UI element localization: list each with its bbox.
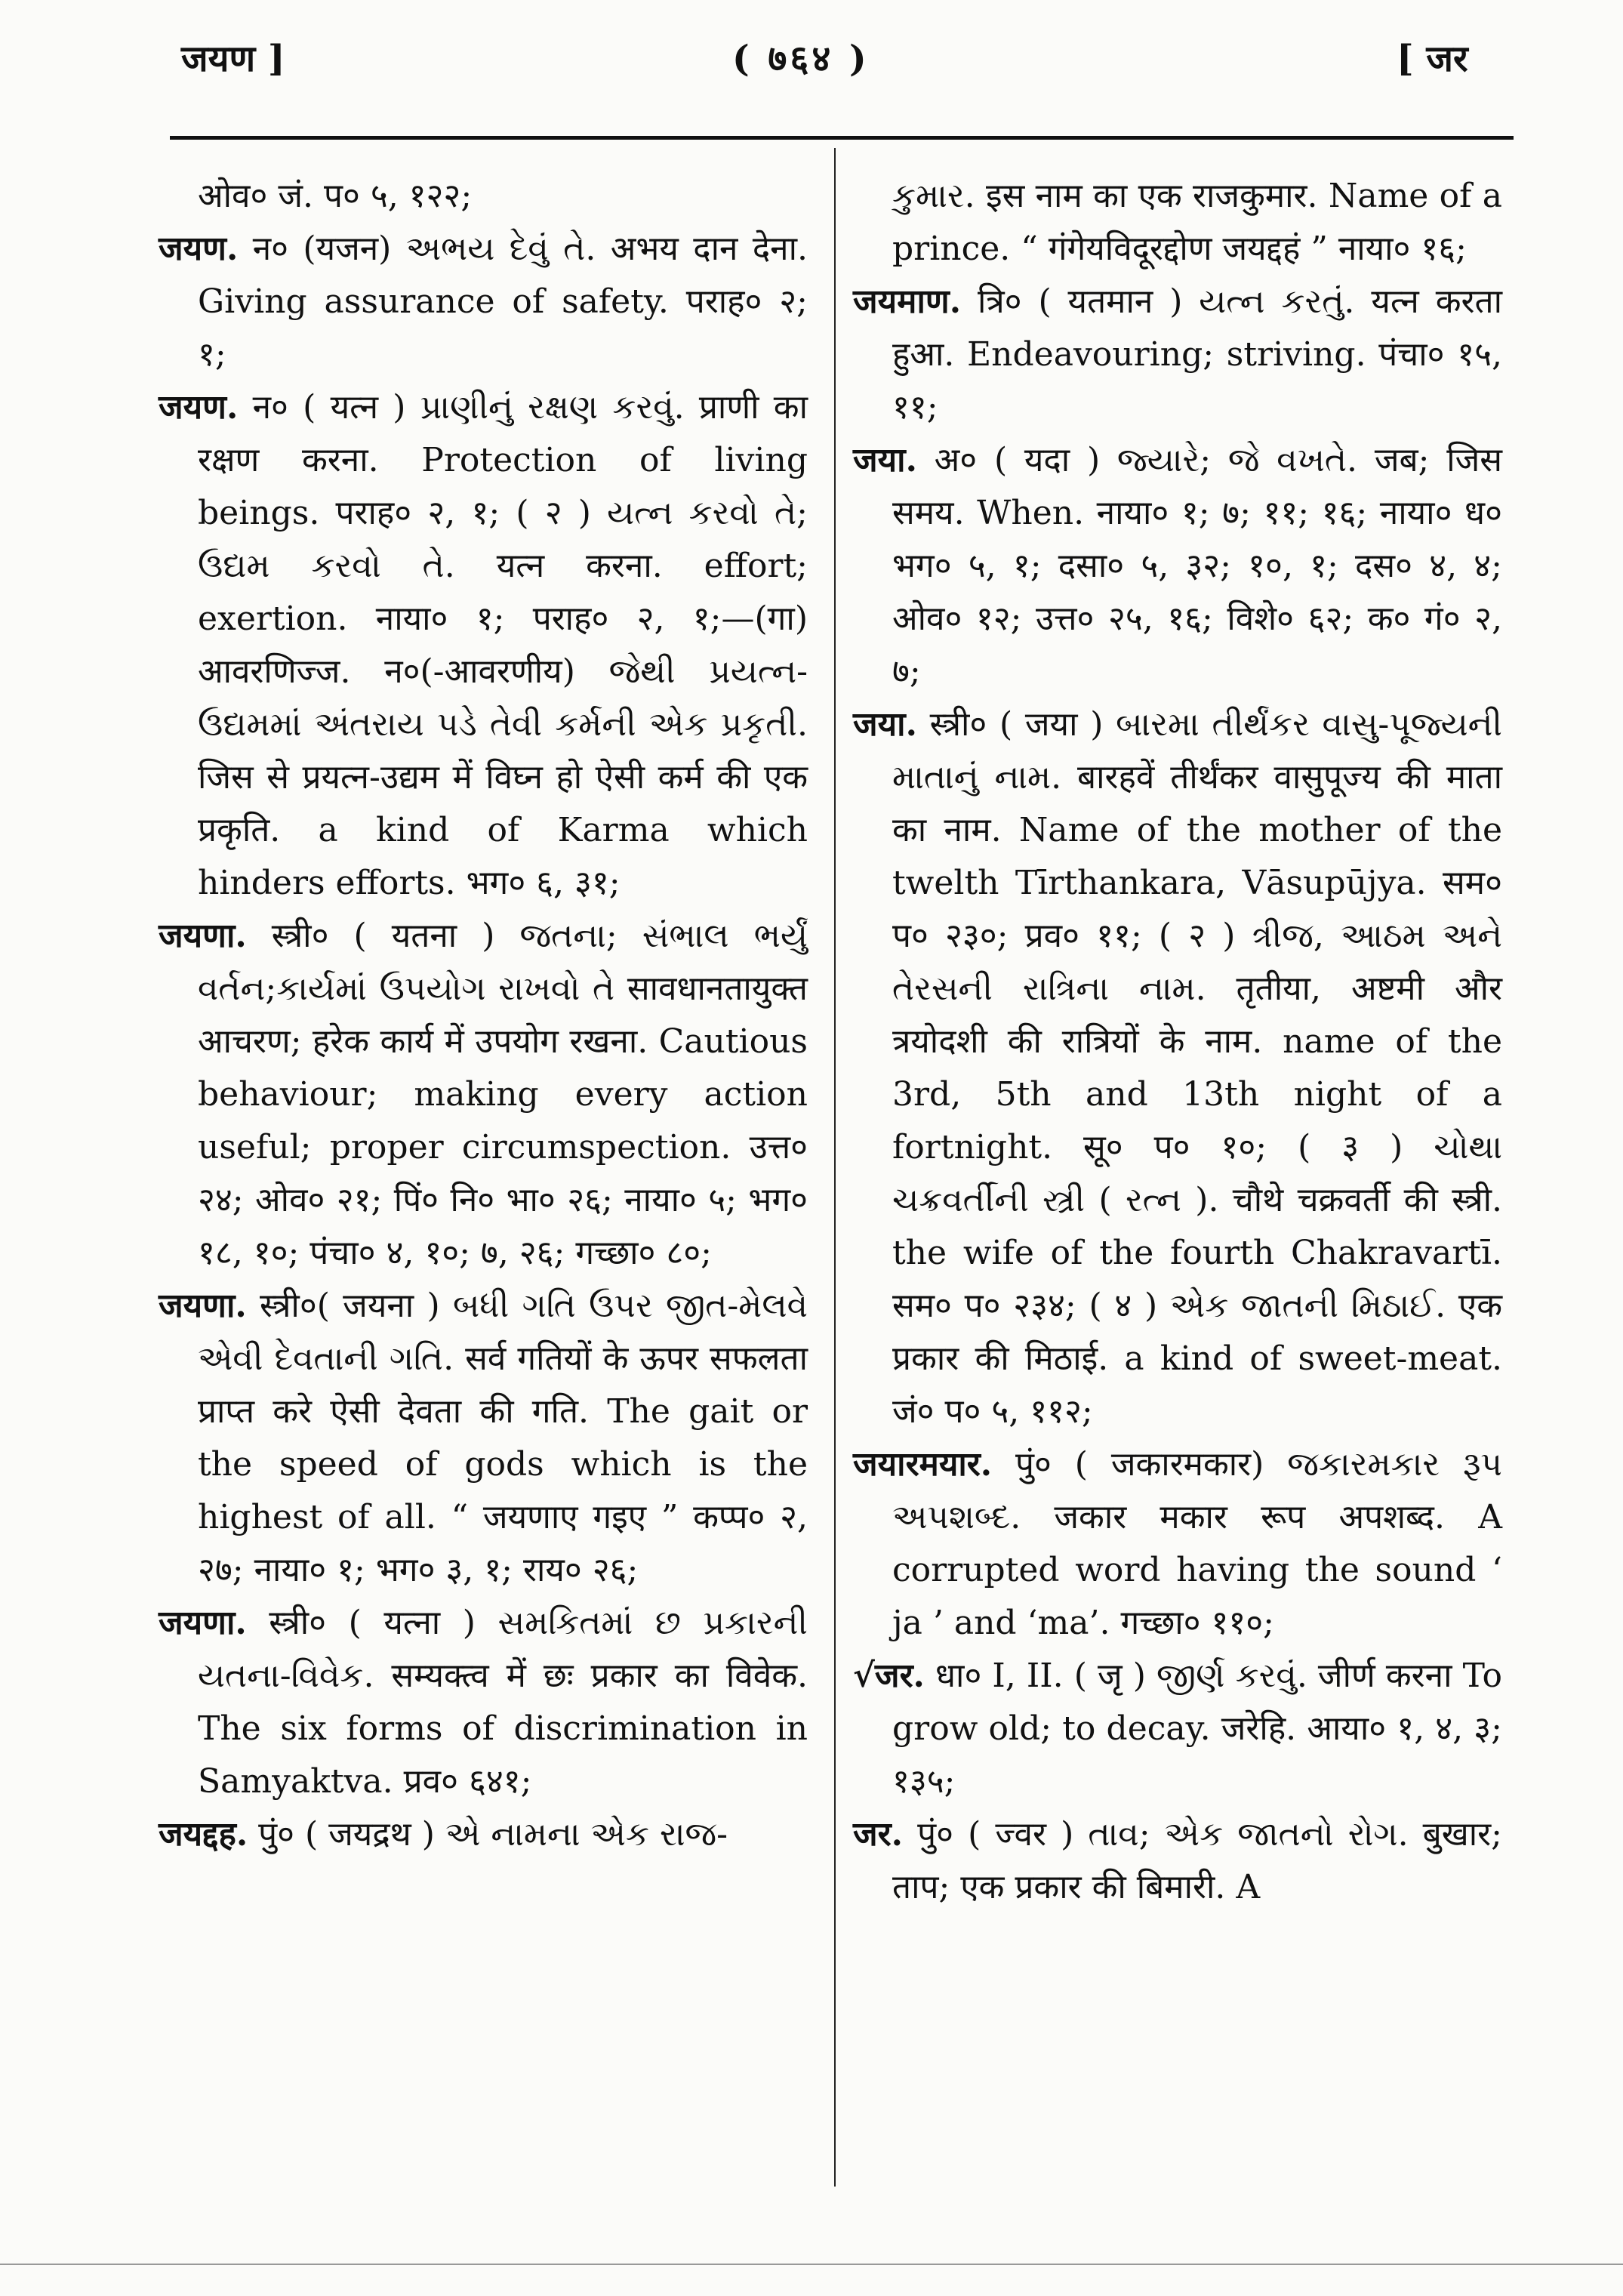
entry-text: स्त्री० ( यत्ना ) સમકિતમાં છ પ્રકારની યતના-વિવેક. सम्यक्त्व में छः प्रकार का विवेक. The six forms of discrimination in Samyaktva. प्रव० ६४१; — [198, 1604, 808, 1801]
entry-headword: जयमाण. — [853, 282, 962, 321]
entry-headword: जयद्दह. — [159, 1815, 248, 1854]
entry-text: ओव० जं. प० ५, १२२; — [198, 177, 473, 215]
dictionary-entry — [159, 381, 808, 910]
entry-text: पुं० ( जकारमकार) જકારમકાર રૂપ અપશબ્દ. जकार मकार रूप अपशब्द. A corrupted word having the sound ‘ ja ’ and ‘ma’. गच्छा० ११०; — [892, 1445, 1502, 1642]
entry-headword: जयण. — [159, 230, 239, 268]
dictionary-entry — [853, 1808, 1502, 1914]
entry-headword: जयण. — [159, 388, 239, 427]
entry-text: स्त्री० ( यतना ) જતના; સંભાલ ભર્યું વર્તન;કાર્યમાં ઉપયોગ રાખવો તે सावधानतायुक्त आचरण; हरेक कार्य में उपयोग रखना. Cautious behaviour; making every action useful; proper circumspection. उत्त० २४; ओव० २१; पिं० नि० भा० २६; नाया० ५; भग० १८, १०; पंचा० ४, १०; ७, २६; गच्छा० ८०; — [198, 917, 808, 1272]
page-bottom-rule — [0, 2264, 1623, 2265]
entry-text: न० ( यत्न ) પ્રાણીનું રક્ષણ કરવું. प्राणी का रक्षण करना. Protection of living beings. पराह० २, १; ( २ ) યત્ન કરવો તે; ઉદ્યમ કરવો તે. यत्न करना. effort; exertion. नाया० १; पराह० २, १;—(गा) आवरणिज्ज. न०(-आवरणीय) જેથી પ્રયત્ન-ઉદ્યમમાં અંતરાય પડે તેવી કર્મની એક પ્રકૃતી. जिस से प्रयत्न-उद्यम में विघ्न हो ऐसी कर्म की एक प्रकृति. a kind of Karma which hinders efforts. भग० ६, ३१; — [198, 388, 808, 902]
dictionary-entry — [159, 223, 808, 381]
entry-text: पुं० ( ज्वर ) તાવ; એક જાતનો રોગ. बुखार; ताप; एक प्रकार की बिमारी. A — [892, 1815, 1502, 1906]
dictionary-entry — [159, 910, 808, 1280]
entry-headword: जयारमयार. — [853, 1445, 993, 1484]
dictionary-entry — [159, 1597, 808, 1808]
entry-continuation — [159, 170, 808, 223]
column-divider — [834, 148, 836, 2187]
dictionary-entry — [853, 1438, 1502, 1650]
entry-text: स्त्री० ( जया ) બારમા તીર્થંકર વાસુ-પૂજ્યની માતાનું નામ. बारहवें तीर्थंकर वासुपूज्य की माता का नाम. Name of the mother of the twelth Tīrthankara, Vāsupūjya. सम० प० २३०; प्रव० ११; ( २ ) ત્રીજ, આઠમ અને તેરસની રાત્રિના નામ. तृतीया, अष्टमी और त्रयोदशी की रात्रियों के नाम. name of the 3rd, 5th and 13th night of a fortnight. सू० प० १०; ( ३ ) ચોથા ચક્રવર્તીની સ્ત્રી ( રત્ન ). चौथे चक्रवर्ती की स्त्री. the wife of the fourth Chakravartī. सम० प० २३४; ( ४ ) એક જાતની મિઠાઈ. एक प्रकार की मिठाई. a kind of sweet-meat. जं० प० ५, ११२; — [892, 705, 1502, 1431]
dictionary-entry — [853, 276, 1502, 434]
entry-text: पुं० ( जयद्रथ ) એ નામના એક રાજ- — [248, 1815, 728, 1854]
entry-text: न० (यजन) અભય દેવું તે. अभय दान देना. Giving assurance of safety. पराह० २; १; — [198, 230, 808, 374]
entry-headword: जया. — [853, 441, 917, 479]
right-column — [853, 170, 1502, 1914]
page-number: ( ७६४ ) — [732, 38, 870, 80]
left-column — [159, 170, 808, 1861]
entry-text: त्रि० ( यतमान ) યત્ન કરતું. यत्न करता हुआ. Endeavouring; striving. पंचा० १५, ११; — [892, 282, 1502, 427]
entry-headword: जयणा. — [159, 917, 247, 955]
dictionary-entry — [159, 1280, 808, 1597]
entry-headword: जया. — [853, 705, 917, 744]
dictionary-entry — [159, 1808, 808, 1861]
dictionary-entry — [853, 698, 1502, 1438]
header-rule — [170, 136, 1514, 140]
entry-text: अ० ( यदा ) જ્યારે; જે વખતે. जब; जिस समय. When. नाया० १; ७; ११; १६; नाया० ध० भग० ५, १; दसा० ५, ३२; १०, १; दस० ४, ४; ओव० १२; उत्त० २५, १६; विशे० ६२; क० गं० २, ७; — [892, 441, 1502, 691]
entry-headword: √जर. — [853, 1657, 925, 1695]
running-head-right: [ जर — [1397, 38, 1468, 80]
entry-continuation — [853, 170, 1502, 276]
entry-text: કુમાર. इस नाम का एक राजकुमार. Name of a prince. “ गंगेयविदूरद्दोण जयद्दहं ” नाया० १६; — [892, 177, 1502, 268]
entry-headword: जर. — [853, 1815, 903, 1854]
running-head-left: जयण ] — [181, 38, 285, 80]
entry-text: धा० I, II. ( जृ ) જીર્ણ કરવું. जीर्ण करना To grow old; to decay. जरेहि. आया० १, ४, ३; १३५; — [892, 1657, 1502, 1801]
dictionary-entry — [853, 434, 1502, 698]
dictionary-entry — [853, 1650, 1502, 1808]
entry-headword: जयणा. — [159, 1287, 247, 1325]
entry-text: स्त्री०( जयना ) બધી ગતિ ઉપર જીત-મેલવે એવી દેવતાની ગતિ. सर्व गतियों के ऊपर सफलता प्राप्त करे ऐसी देवता की गति. The gait or the speed of gods which is the highest of all. “ जयणाए गइए ” कप्प० २, २७; नाया० १; भग० ३, १; राय० २६; — [198, 1287, 808, 1589]
entry-headword: जयणा. — [159, 1604, 247, 1642]
